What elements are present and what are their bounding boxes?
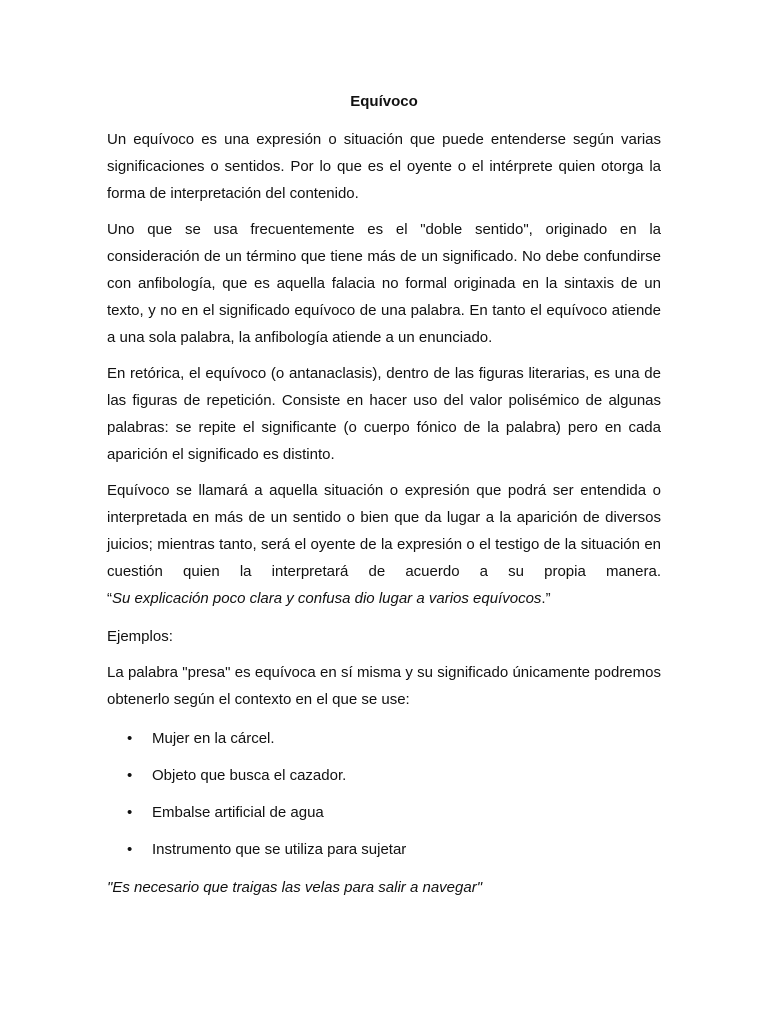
example-quote-line: [107, 585, 661, 612]
quote-close-mark: .”: [541, 590, 551, 607]
document-title: Equívoco: [350, 93, 418, 110]
list-item: [107, 836, 661, 863]
bullet-icon: •: [127, 730, 133, 747]
examples-intro: La palabra "presa" es equívoca en sí misma y su significado únicamente podremos obtenerlo según el contexto en el que se use:: [107, 664, 661, 708]
list-item: [107, 725, 661, 752]
examples-heading: Ejemplos:: [107, 628, 173, 645]
list-item: [107, 799, 661, 826]
example-quote-text: Su explicación poco clara y confusa dio lugar a varios equívocos: [112, 590, 542, 607]
document-page: [107, 88, 661, 910]
bullet-icon: •: [127, 804, 133, 821]
list-item-text: Instrumento que se utiliza para sujetar: [152, 841, 407, 858]
bullet-icon: •: [127, 841, 133, 858]
bullet-icon: •: [127, 767, 133, 784]
paragraph-definition: Un equívoco es una expresión o situación que puede entenderse según varias significaciones o sentidos. Por lo que es el oyente o el intérprete quien otorga la forma de interpretación del contenido.: [107, 131, 661, 202]
list-item-text: Objeto que busca el cazador.: [152, 767, 347, 784]
final-example-quote: "Es necesario que traigas las velas para salir a navegar": [107, 879, 483, 896]
list-item-text: Embalse artificial de agua: [152, 804, 324, 821]
paragraph-situation: Equívoco se llamará a aquella situación o expresión que podrá ser entendida o interpretada en más de un sentido o bien que da lugar a la aparición de diversos juicios; mientras tanto, será el oyente de la expresión o el testigo de la situación en cuestión quien la interpretará de acuerdo a su propia manera.: [107, 482, 661, 580]
paragraph-rhetoric: En retórica, el equívoco (o antanaclasis), dentro de las figuras literarias, es una de las figuras de repetición. Consiste en hacer uso del valor polisémico de algunas palabras: se repite el significante (o cuerpo fónico de la palabra) pero en cada aparición el significado es distinto.: [107, 365, 661, 463]
quote-open-mark: “: [107, 590, 112, 607]
list-item: [107, 762, 661, 789]
paragraph-double-sense: Uno que se usa frecuentemente es el "doble sentido", originado en la consideración de un término que tiene más de un significado. No debe confundirse con anfibología, que es aquella falacia no formal originada en la sintaxis de un texto, y no en el significado equívoco de una palabra. En tanto el equívoco atiende a una sola palabra, la anfibología atiende a un enunciado.: [107, 221, 661, 346]
examples-list: [107, 725, 661, 863]
list-item-text: Mujer en la cárcel.: [152, 730, 275, 747]
